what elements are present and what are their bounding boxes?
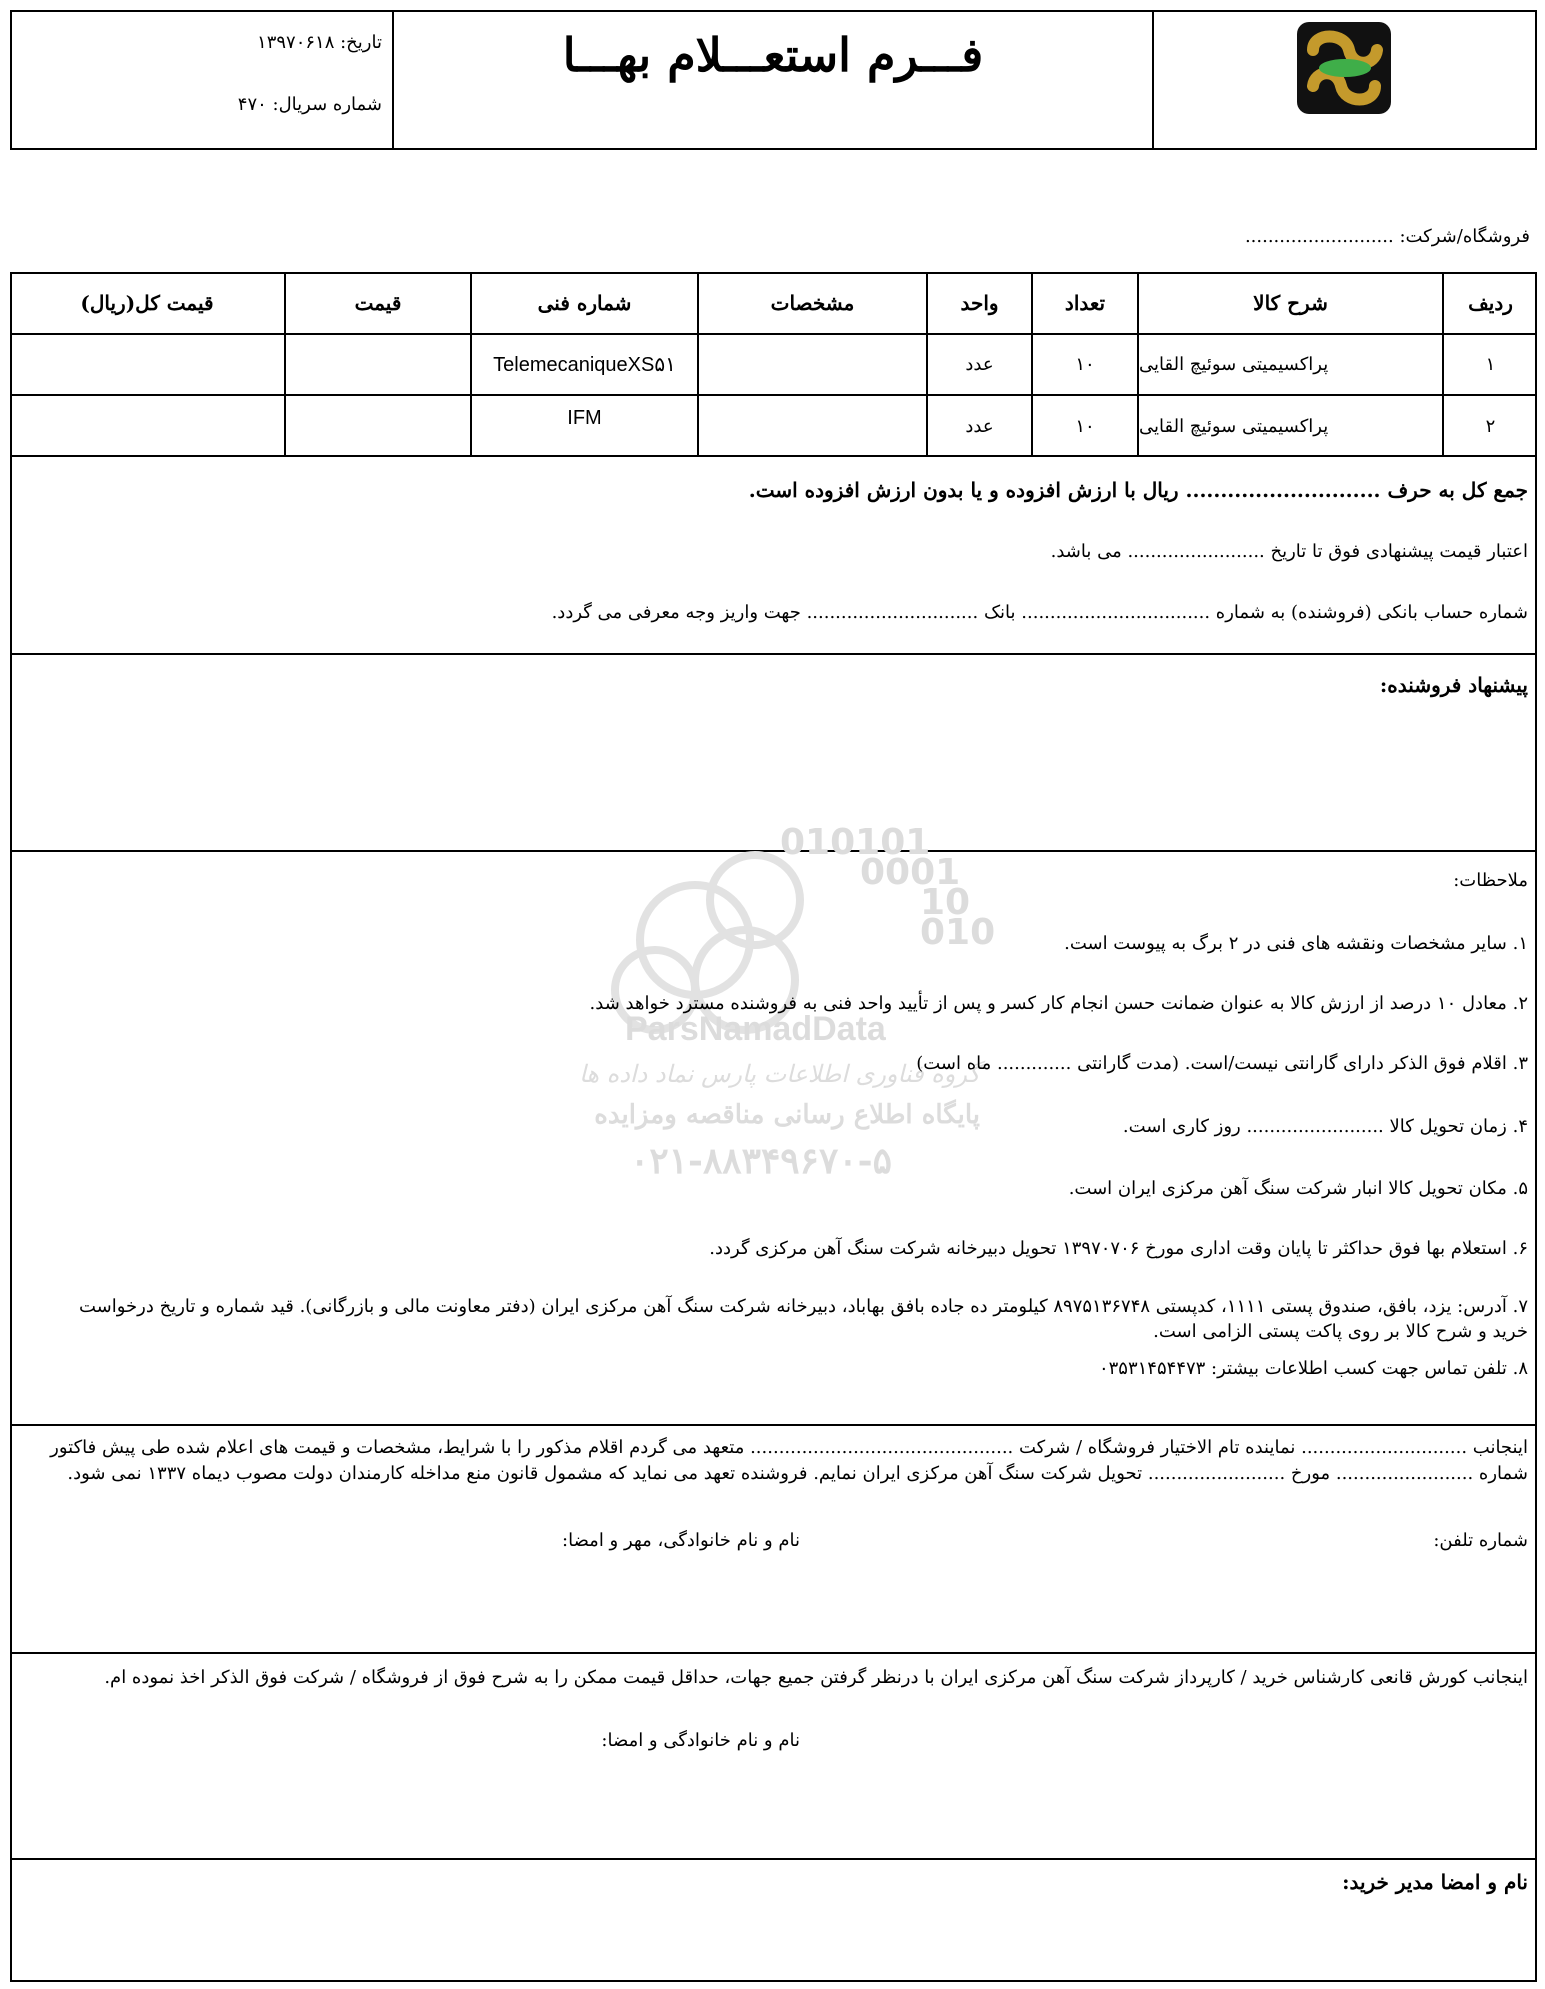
col-header-qty: تعداد <box>1064 290 1106 315</box>
table-cell-desc: پراکسیمیتی سوئیچ القایی <box>1139 354 1329 375</box>
table-cell-unit: عدد <box>965 354 994 375</box>
table-cell-qty: ۱۰ <box>1075 416 1095 437</box>
table-cell-total <box>10 396 284 457</box>
col-header-price: قیمت <box>354 290 402 315</box>
col-header-unit: واحد <box>960 290 999 315</box>
buyer-statement: اینجانب کورش قانعی کارشناس خرید / کارپرداز شرکت سنگ آهن مرکزی ایران با درنظر گرفتن جمیع جهات، حداقل قیمت ممکن را به شرح فوق از فروشگاه / شرکت فوق الذکر اخذ نموده ام. <box>104 1667 1528 1688</box>
note-item: ۵. مکان تحویل کالا انبار شرکت سنگ آهن مرکزی ایران است. <box>1068 1178 1528 1199</box>
seller-commitment-text: اینجانب ............................. نماینده تام الاختیار فروشگاه / شرکت .............................................. متعهد می گردم اقلام مذکور را با شرایط، مشخصات و قیمت های اعلام شده طی پیش فاکتور شماره ........................ مورخ ........................ تحویل شرکت سنگ آهن مرکزی ایران نمایم. فروشنده تعهد می نماید که مشمول قانون منع مداخله کارمندان دولت مصوب دیماه ۱۳۳۷ نمی شود. <box>50 1437 1528 1484</box>
serial-label: شماره سریال: ۴۷۰ <box>237 94 382 115</box>
watermark-binary-2: 0001 <box>860 852 961 893</box>
company-logo-icon <box>1295 20 1393 116</box>
table-cell-price <box>286 335 470 394</box>
note-item: ۳. اقلام فوق الذکر دارای گارانتی نیست/است. (مدت گارانتی ............. ماه است) <box>916 1053 1528 1074</box>
table-cell-unit: عدد <box>965 416 994 437</box>
divider-after-buyer <box>10 1858 1537 1860</box>
table-cell-qty: ۱۰ <box>1075 354 1095 375</box>
table-cell-price <box>286 396 470 457</box>
table-cell-spec <box>699 396 926 457</box>
page-title: فـــرم استعـــلام بهـــا <box>562 28 984 82</box>
notes-label: ملاحظات: <box>1453 870 1528 891</box>
table-cell-tech: TelemecaniqueXS۵۱ <box>493 354 676 376</box>
table-cell-total <box>10 335 284 394</box>
manager-sign-label: نام و امضا مدیر خرید: <box>1342 1870 1528 1894</box>
col-header-total: قیمت کل(ریال) <box>80 290 214 315</box>
watermark-phone: ۰۲۱-۸۸۳۴۹۶۷۰-۵ <box>630 1140 892 1182</box>
watermark-line1: گروه فناوری اطلاعات پارس نماد داده ها <box>579 1060 980 1088</box>
header-divider-right <box>1152 10 1154 150</box>
date-label: تاریخ: ۱۳۹۷۰۶۱۸ <box>257 32 382 53</box>
seller-offer-label: پیشنهاد فروشنده: <box>1379 673 1528 697</box>
table-cell-tech: IFM <box>567 407 602 429</box>
note-item: ۲. معادل ۱۰ درصد از ارزش کالا به عنوان ضمانت حسن انجام کار کسر و پس از تأیید واحد فنی به فروشنده مسترد خواهد شد. <box>589 993 1528 1014</box>
note-item: ۱. سایر مشخصات ونقشه های فنی در ۲ برگ به پیوست است. <box>1064 933 1528 954</box>
table-cell-row: ۱ <box>1485 354 1496 375</box>
table-cell-spec <box>699 335 926 394</box>
divider-after-commitment <box>10 1652 1537 1654</box>
buyer-sign-label: نام و نام خانوادگی و امضا: <box>601 1730 800 1751</box>
table-cell-row: ۲ <box>1485 416 1496 437</box>
seller-sign-label: نام و نام خانوادگی، مهر و امضا: <box>562 1530 800 1551</box>
col-header-tech: شماره فنی <box>537 290 632 315</box>
divider-after-totals <box>10 653 1537 655</box>
divider-after-notes <box>10 1424 1537 1426</box>
total-in-words: جمع کل به حرف ............................ ریال با ارزش افزوده و یا بدون ارزش افزوده است. <box>748 478 1528 502</box>
divider-after-offer <box>10 850 1537 852</box>
note-item: ۷. آدرس: یزد، بافق، صندوق پستی ۱۱۱۱، کدپستی ۸۹۷۵۱۳۶۷۴۸ کیلومتر ده جاده بافق بهاباد، دبیرخانه شرکت سنگ آهن مرکزی ایران (دفتر معاونت مالی و بازرگانی). قید شماره و تاریخ درخواست خرید و شرح کالا بر روی پاکت پستی الزامی است. <box>79 1296 1528 1342</box>
col-header-desc: شرح کالا <box>1253 290 1328 315</box>
watermark-binary-3: 10 <box>920 882 971 923</box>
note-item: ۸. تلفن تماس جهت کسب اطلاعات بیشتر: ۰۳۵۳۱۴۵۴۴۷۳ <box>1098 1358 1528 1379</box>
phone-label: شماره تلفن: <box>1433 1530 1528 1551</box>
watermark-binary-4: 010 <box>920 912 996 953</box>
price-validity: اعتبار قیمت پیشنهادی فوق تا تاریخ ........................ می باشد. <box>1050 541 1528 562</box>
vendor-line: فروشگاه/شرکت: .......................... <box>1244 226 1530 247</box>
watermark-brand: ParsNamadData <box>625 1010 886 1048</box>
note-item: ۶. استعلام بها فوق حداکثر تا پایان وقت اداری مورخ ۱۳۹۷۰۷۰۶ تحویل دبیرخانه شرکت سنگ آهن مرکزی گردد. <box>709 1238 1528 1259</box>
note-item: ۴. زمان تحویل کالا ........................ روز کاری است. <box>1122 1116 1528 1137</box>
bank-account: شماره حساب بانکی (فروشنده) به شماره ................................. بانک .............................. جهت واریز وجه معرفی می گردد. <box>551 602 1528 623</box>
table-cell-desc: پراکسیمیتی سوئیچ القایی <box>1139 416 1329 437</box>
watermark-binary-1: 010101 <box>780 822 931 863</box>
col-header-spec: مشخصات <box>770 290 855 315</box>
watermark-line2: پایگاه اطلاع رسانی مناقصه ومزایده <box>594 1100 980 1130</box>
col-header-row: ردیف <box>1468 290 1513 315</box>
